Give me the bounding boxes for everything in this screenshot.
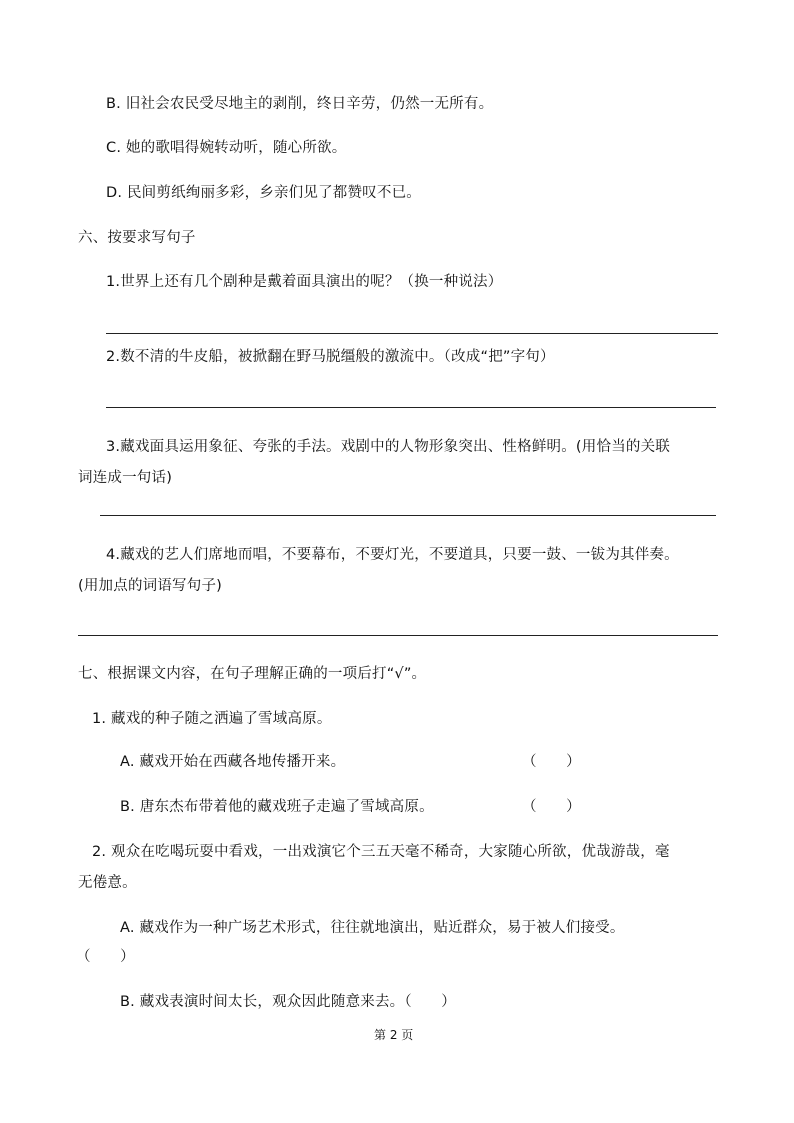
q5-option-d: D. 民间剪纸绚丽多彩，乡亲们见了都赞叹不已。 bbox=[106, 185, 421, 201]
answer-bracket-q1b[interactable]: （ ） bbox=[522, 799, 581, 815]
section7-q1-option-b: B. 唐东杰布带着他的藏戏班子走遍了雪域高原。 bbox=[120, 799, 434, 815]
section6-question-1: 1.世界上还有几个剧种是戴着面具演出的呢？（换一种说法） bbox=[106, 274, 503, 290]
answer-bracket-q2a[interactable]: （ ） bbox=[76, 949, 135, 965]
section6-heading: 六、按要求写句子 bbox=[78, 230, 196, 246]
section7-question-2-line1: 2. 观众在吃喝玩耍中看戏，一出戏演它个三五天毫不稀奇，大家随心所欲，优哉游哉，毫 bbox=[92, 844, 670, 860]
answer-line-3[interactable] bbox=[100, 515, 716, 516]
section7-question-1: 1. 藏戏的种子随之洒遍了雪域高原。 bbox=[92, 711, 332, 727]
section6-question-3-line1: 3.藏戏面具运用象征、夸张的手法。戏剧中的人物形象突出、性格鲜明。(用恰当的关联 bbox=[106, 439, 670, 455]
q5-option-b: B. 旧社会农民受尽地主的剥削，终日辛劳，仍然一无所有。 bbox=[106, 96, 494, 112]
answer-line-4[interactable] bbox=[78, 635, 718, 636]
section7-q1-option-a: A. 藏戏开始在西藏各地传播开来。 bbox=[120, 754, 346, 770]
section6-question-4-line1: 4.藏戏的艺人们席地而唱，不要幕布，不要灯光，不要道具，只要一鼓、一钹为其伴奏。 bbox=[106, 547, 679, 563]
answer-line-2[interactable] bbox=[106, 407, 716, 408]
section6-question-2: 2.数不清的牛皮船，被掀翻在野马脱缰般的激流中。（改成“把”字句） bbox=[106, 349, 555, 365]
section6-question-3-line2: 词连成一句话) bbox=[78, 470, 173, 486]
section7-heading: 七、根据课文内容，在句子理解正确的一项后打“√”。 bbox=[78, 666, 427, 682]
answer-line-1[interactable] bbox=[106, 333, 718, 334]
section7-q2-option-b: B. 藏戏表演时间太长，观众因此随意来去。（ ） bbox=[120, 994, 456, 1010]
section7-question-2-line2: 无倦意。 bbox=[78, 875, 137, 891]
answer-bracket-q1a[interactable]: （ ） bbox=[522, 754, 581, 770]
q5-option-c: C. 她的歌唱得婉转动听，随心所欲。 bbox=[106, 140, 347, 156]
section7-q2-option-a: A. 藏戏作为一种广场艺术形式，往往就地演出，贴近群众，易于被人们接受。 bbox=[120, 920, 625, 936]
section6-question-4-line2: (用加点的词语写句子) bbox=[78, 578, 223, 594]
page-number: 第 2 页 bbox=[374, 1028, 414, 1042]
